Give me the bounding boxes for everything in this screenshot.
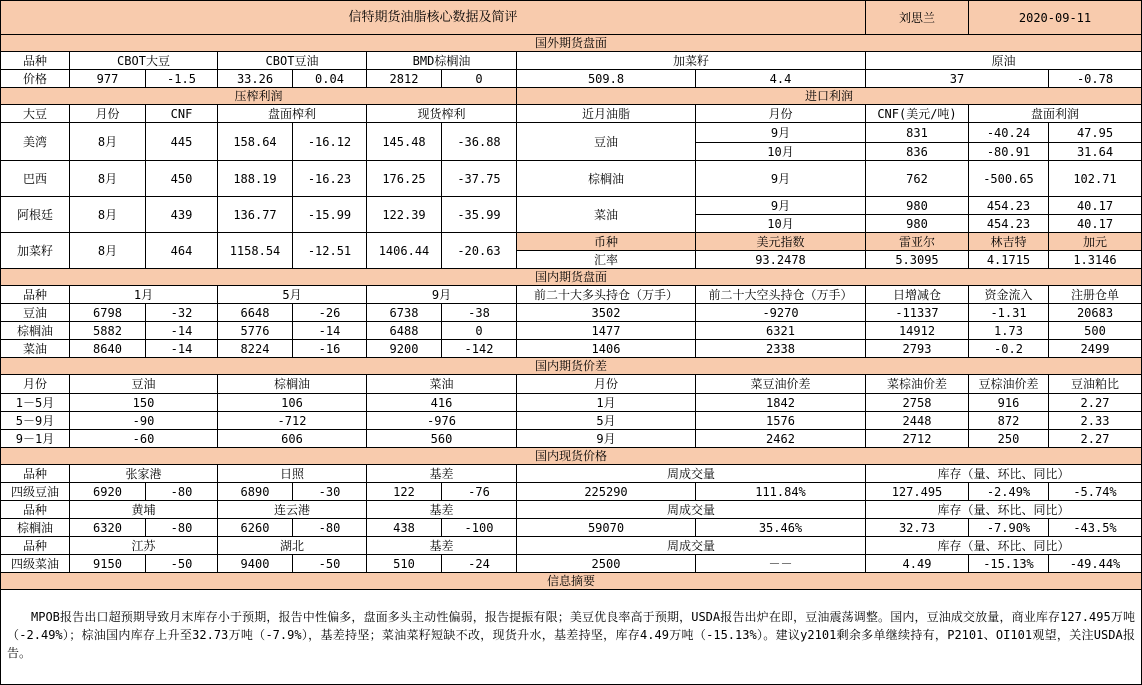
df-header: 9月 — [367, 286, 517, 304]
crush-month: 8月 — [70, 161, 146, 197]
spot-volume-chg: 35.46% — [696, 519, 866, 537]
spot-basis-label: 基差 — [367, 537, 517, 555]
spot-price-chg: -80 — [293, 519, 367, 537]
df-header: 资金流入 — [969, 286, 1049, 304]
spot-location: 湖北 — [218, 537, 367, 555]
import-profit: 454.23 — [969, 215, 1049, 233]
ds-header: 豆油 — [70, 375, 218, 394]
crush-spot: 176.25 — [367, 161, 442, 197]
df-short: -9270 — [696, 304, 866, 322]
import-cnf: 762 — [866, 161, 969, 197]
ds-header: 月份 — [0, 375, 70, 394]
crush-header: 现货榨利 — [367, 105, 517, 123]
report-date: 2020-09-11 — [969, 0, 1142, 35]
ds-rape: 560 — [367, 430, 517, 448]
crush-futures-chg: -12.51 — [293, 233, 367, 269]
import-cnf: 980 — [866, 215, 969, 233]
df-m1: 6798 — [70, 304, 146, 322]
df-m1_chg: -14 — [146, 322, 218, 340]
spot-volume: 59070 — [517, 519, 696, 537]
import-profit: -500.65 — [969, 161, 1049, 197]
crush-origin: 美湾 — [0, 123, 70, 161]
section-crush-profit: 压榨利润 — [0, 88, 517, 105]
foreign-price: 509.8 — [517, 70, 696, 88]
df-m1_chg: -32 — [146, 304, 218, 322]
ds-header: 棕榈油 — [218, 375, 367, 394]
spot-price: 6920 — [70, 483, 146, 501]
spot-price-chg: -50 — [146, 555, 218, 573]
spot-price: 6320 — [70, 519, 146, 537]
df-m5_chg: -14 — [293, 322, 367, 340]
crush-futures: 158.64 — [218, 123, 293, 161]
import-month: 9月 — [696, 123, 866, 143]
spot-price: 6890 — [218, 483, 293, 501]
crush-futures-chg: -16.12 — [293, 123, 367, 161]
spot-basis: 438 — [367, 519, 442, 537]
fx-value: 5.3095 — [866, 251, 969, 269]
df-m9_chg: -38 — [442, 304, 517, 322]
import-profit-chg: 40.17 — [1049, 197, 1142, 215]
crush-futures: 136.77 — [218, 197, 293, 233]
spot-basis-chg: -100 — [442, 519, 517, 537]
df-long: 3502 — [517, 304, 696, 322]
import-cnf: 836 — [866, 143, 969, 161]
report-author: 刘思兰 — [866, 0, 969, 35]
crush-spot: 1406.44 — [367, 233, 442, 269]
crush-header: 月份 — [70, 105, 146, 123]
crush-header: CNF — [146, 105, 218, 123]
spot-stock-mom: -7.90% — [969, 519, 1049, 537]
spot-stock-yoy: -49.44% — [1049, 555, 1142, 573]
spot-location: 江苏 — [70, 537, 218, 555]
import-profit-chg: 47.95 — [1049, 123, 1142, 143]
ds-ratio: 2.27 — [1049, 394, 1142, 412]
df-m1: 8640 — [70, 340, 146, 358]
df-header: 日增减仓 — [866, 286, 969, 304]
spot-price-chg: -80 — [146, 483, 218, 501]
df-m5: 8224 — [218, 340, 293, 358]
df-m5_chg: -26 — [293, 304, 367, 322]
crush-cnf: 464 — [146, 233, 218, 269]
spot-variety: 四级菜油 — [0, 555, 70, 573]
foreign-name: CBOT豆油 — [218, 52, 367, 70]
df-m9_chg: -142 — [442, 340, 517, 358]
spot-location: 日照 — [218, 465, 367, 483]
spot-basis: 510 — [367, 555, 442, 573]
df-m1_chg: -14 — [146, 340, 218, 358]
crush-header: 盘面榨利 — [218, 105, 367, 123]
ds-sp: 250 — [969, 430, 1049, 448]
ds-palm: 106 — [218, 394, 367, 412]
crush-cnf: 445 — [146, 123, 218, 161]
spot-volume: 225290 — [517, 483, 696, 501]
spot-stock-label: 库存（量、环比、同比） — [866, 537, 1142, 555]
foreign-change: 0.04 — [293, 70, 367, 88]
df-header: 品种 — [0, 286, 70, 304]
ds-sp: 872 — [969, 412, 1049, 430]
foreign-price: 37 — [866, 70, 1049, 88]
label-price: 价格 — [0, 70, 70, 88]
df-name: 菜油 — [0, 340, 70, 358]
spot-price-chg: -80 — [146, 519, 218, 537]
import-profit-chg: 40.17 — [1049, 215, 1142, 233]
df-long: 1477 — [517, 322, 696, 340]
import-header: 近月油脂 — [517, 105, 696, 123]
crush-origin: 加菜籽 — [0, 233, 70, 269]
import-header: 月份 — [696, 105, 866, 123]
df-flow: 1.73 — [969, 322, 1049, 340]
ds-header: 豆棕油价差 — [969, 375, 1049, 394]
spot-stock: 4.49 — [866, 555, 969, 573]
spot-volume-label: 周成交量 — [517, 465, 866, 483]
foreign-name: 原油 — [866, 52, 1142, 70]
df-m9: 6488 — [367, 322, 442, 340]
df-header: 1月 — [70, 286, 218, 304]
spot-price: 9150 — [70, 555, 146, 573]
df-long: 1406 — [517, 340, 696, 358]
crush-spot: 122.39 — [367, 197, 442, 233]
spot-stock-yoy: -5.74% — [1049, 483, 1142, 501]
ds-soy: -60 — [70, 430, 218, 448]
spot-stock-mom: -2.49% — [969, 483, 1049, 501]
ds-header: 豆油粕比 — [1049, 375, 1142, 394]
ds-spread: 5－9月 — [0, 412, 70, 430]
df-m1: 5882 — [70, 322, 146, 340]
spot-basis-chg: -76 — [442, 483, 517, 501]
ds-spread: 9－1月 — [0, 430, 70, 448]
df-wr: 2499 — [1049, 340, 1142, 358]
spot-variety: 棕榈油 — [0, 519, 70, 537]
df-m9: 9200 — [367, 340, 442, 358]
ds-palm: 606 — [218, 430, 367, 448]
crush-origin: 阿根廷 — [0, 197, 70, 233]
df-header: 前二十大多头持仓（万手） — [517, 286, 696, 304]
spot-basis: 122 — [367, 483, 442, 501]
ds-header: 月份 — [517, 375, 696, 394]
section-domestic-futures: 国内期货盘面 — [0, 269, 1142, 286]
foreign-name: CBOT大豆 — [70, 52, 218, 70]
df-oi: 14912 — [866, 322, 969, 340]
import-month: 10月 — [696, 215, 866, 233]
spot-basis-chg: -24 — [442, 555, 517, 573]
ds-rape: 416 — [367, 394, 517, 412]
df-m5: 5776 — [218, 322, 293, 340]
crush-month: 8月 — [70, 233, 146, 269]
crush-month: 8月 — [70, 197, 146, 233]
ds-header: 菜油 — [367, 375, 517, 394]
report-title: 信特期货油脂核心数据及简评 — [0, 0, 866, 35]
import-profit: -40.24 — [969, 123, 1049, 143]
spot-volume: 2500 — [517, 555, 696, 573]
ds-palm: -712 — [218, 412, 367, 430]
crush-spot-chg: -35.99 — [442, 197, 517, 233]
df-oi: 2793 — [866, 340, 969, 358]
spot-price: 6260 — [218, 519, 293, 537]
ds-header: 菜豆油价差 — [696, 375, 866, 394]
fx-header: 林吉特 — [969, 233, 1049, 251]
ds-month: 5月 — [517, 412, 696, 430]
df-header: 5月 — [218, 286, 367, 304]
foreign-name: BMD棕榈油 — [367, 52, 517, 70]
crush-cnf: 439 — [146, 197, 218, 233]
df-m5: 6648 — [218, 304, 293, 322]
crush-spot: 145.48 — [367, 123, 442, 161]
ds-ratio: 2.33 — [1049, 412, 1142, 430]
spot-volume-label: 周成交量 — [517, 501, 866, 519]
spot-variety-label: 品种 — [0, 465, 70, 483]
foreign-change: 0 — [442, 70, 517, 88]
spot-variety: 四级豆油 — [0, 483, 70, 501]
ds-rs: 2462 — [696, 430, 866, 448]
spot-stock: 32.73 — [866, 519, 969, 537]
fx-header: 币种 — [517, 233, 696, 251]
foreign-name: 加菜籽 — [517, 52, 866, 70]
crush-origin: 巴西 — [0, 161, 70, 197]
crush-cnf: 450 — [146, 161, 218, 197]
crush-header: 大豆 — [0, 105, 70, 123]
ds-header: 菜棕油价差 — [866, 375, 969, 394]
df-short: 2338 — [696, 340, 866, 358]
spot-location: 连云港 — [218, 501, 367, 519]
foreign-price: 33.26 — [218, 70, 293, 88]
df-header: 注册仓单 — [1049, 286, 1142, 304]
ds-spread: 1－5月 — [0, 394, 70, 412]
crush-spot-chg: -20.63 — [442, 233, 517, 269]
df-short: 6321 — [696, 322, 866, 340]
import-profit-chg: 31.64 — [1049, 143, 1142, 161]
ds-sp: 916 — [969, 394, 1049, 412]
ds-rs: 1842 — [696, 394, 866, 412]
import-month: 9月 — [696, 197, 866, 215]
section-domestic-spread: 国内期货价差 — [0, 358, 1142, 375]
ds-rp: 2758 — [866, 394, 969, 412]
import-month: 9月 — [696, 161, 866, 197]
df-m9_chg: 0 — [442, 322, 517, 340]
foreign-price: 2812 — [367, 70, 442, 88]
label-variety: 品种 — [0, 52, 70, 70]
crush-spot-chg: -36.88 — [442, 123, 517, 161]
spot-price-chg: -30 — [293, 483, 367, 501]
ds-soy: 150 — [70, 394, 218, 412]
spot-stock-yoy: -43.5% — [1049, 519, 1142, 537]
fx-header: 美元指数 — [696, 233, 866, 251]
crush-spot-chg: -37.75 — [442, 161, 517, 197]
spot-price: 9400 — [218, 555, 293, 573]
import-cnf: 831 — [866, 123, 969, 143]
ds-rs: 1576 — [696, 412, 866, 430]
spot-volume-chg: －－ — [696, 555, 866, 573]
spot-variety-label: 品种 — [0, 501, 70, 519]
import-header: 盘面利润 — [969, 105, 1142, 123]
df-flow: -0.2 — [969, 340, 1049, 358]
fx-header: 加元 — [1049, 233, 1142, 251]
import-profit-chg: 102.71 — [1049, 161, 1142, 197]
df-name: 豆油 — [0, 304, 70, 322]
import-header: CNF(美元/吨) — [866, 105, 969, 123]
import-profit: 454.23 — [969, 197, 1049, 215]
df-wr: 500 — [1049, 322, 1142, 340]
ds-soy: -90 — [70, 412, 218, 430]
crush-futures: 1158.54 — [218, 233, 293, 269]
import-oil: 豆油 — [517, 123, 696, 161]
section-import-profit: 进口利润 — [517, 88, 1142, 105]
fx-value: 1.3146 — [1049, 251, 1142, 269]
fx-header: 雷亚尔 — [866, 233, 969, 251]
foreign-change: 4.4 — [696, 70, 866, 88]
spot-stock: 127.495 — [866, 483, 969, 501]
foreign-change: -0.78 — [1049, 70, 1142, 88]
df-m5_chg: -16 — [293, 340, 367, 358]
df-name: 棕榈油 — [0, 322, 70, 340]
spot-basis-label: 基差 — [367, 465, 517, 483]
spot-variety-label: 品种 — [0, 537, 70, 555]
ds-ratio: 2.27 — [1049, 430, 1142, 448]
ds-month: 1月 — [517, 394, 696, 412]
fx-label: 汇率 — [517, 251, 696, 269]
spot-price-chg: -50 — [293, 555, 367, 573]
df-wr: 20683 — [1049, 304, 1142, 322]
ds-rape: -976 — [367, 412, 517, 430]
spot-stock-mom: -15.13% — [969, 555, 1049, 573]
import-oil: 棕榈油 — [517, 161, 696, 197]
crush-futures-chg: -16.23 — [293, 161, 367, 197]
df-oi: -11337 — [866, 304, 969, 322]
foreign-price: 977 — [70, 70, 146, 88]
spot-location: 黄埔 — [70, 501, 218, 519]
fx-value: 4.1715 — [969, 251, 1049, 269]
summary-text: MPOB报告出口超预期导致月末库存小于预期，报告中性偏多，盘面多头主动性偏弱，报告提振有限；美豆优良率高于预期，USDA报告出炉在即，豆油震荡调整。国内，豆油成交放量，商业库存127.495万吨（-2.49%）；棕油国内库存上升至32.73万吨（-7.9%），基差持坚；菜油菜籽短缺不改，现货升水，基差持坚，库存4.49万吨（-15.13%）。建议y2101剩余多单继续持有，P2101、OI101观望，关注USDA报告。 — [0, 590, 1142, 685]
ds-rp: 2448 — [866, 412, 969, 430]
df-header: 前二十大空头持仓（万手） — [696, 286, 866, 304]
crush-futures-chg: -15.99 — [293, 197, 367, 233]
spot-volume-chg: 111.84% — [696, 483, 866, 501]
import-cnf: 980 — [866, 197, 969, 215]
crush-futures: 188.19 — [218, 161, 293, 197]
spot-basis-label: 基差 — [367, 501, 517, 519]
spot-stock-label: 库存（量、环比、同比） — [866, 465, 1142, 483]
fx-value: 93.2478 — [696, 251, 866, 269]
foreign-change: -1.5 — [146, 70, 218, 88]
spot-volume-label: 周成交量 — [517, 537, 866, 555]
import-profit: -80.91 — [969, 143, 1049, 161]
ds-rp: 2712 — [866, 430, 969, 448]
import-oil: 菜油 — [517, 197, 696, 233]
section-foreign-futures: 国外期货盘面 — [0, 35, 1142, 52]
ds-month: 9月 — [517, 430, 696, 448]
df-flow: -1.31 — [969, 304, 1049, 322]
df-m9: 6738 — [367, 304, 442, 322]
section-summary: 信息摘要 — [0, 573, 1142, 590]
crush-month: 8月 — [70, 123, 146, 161]
spot-location: 张家港 — [70, 465, 218, 483]
import-month: 10月 — [696, 143, 866, 161]
spot-stock-label: 库存（量、环比、同比） — [866, 501, 1142, 519]
section-spot-prices: 国内现货价格 — [0, 448, 1142, 465]
